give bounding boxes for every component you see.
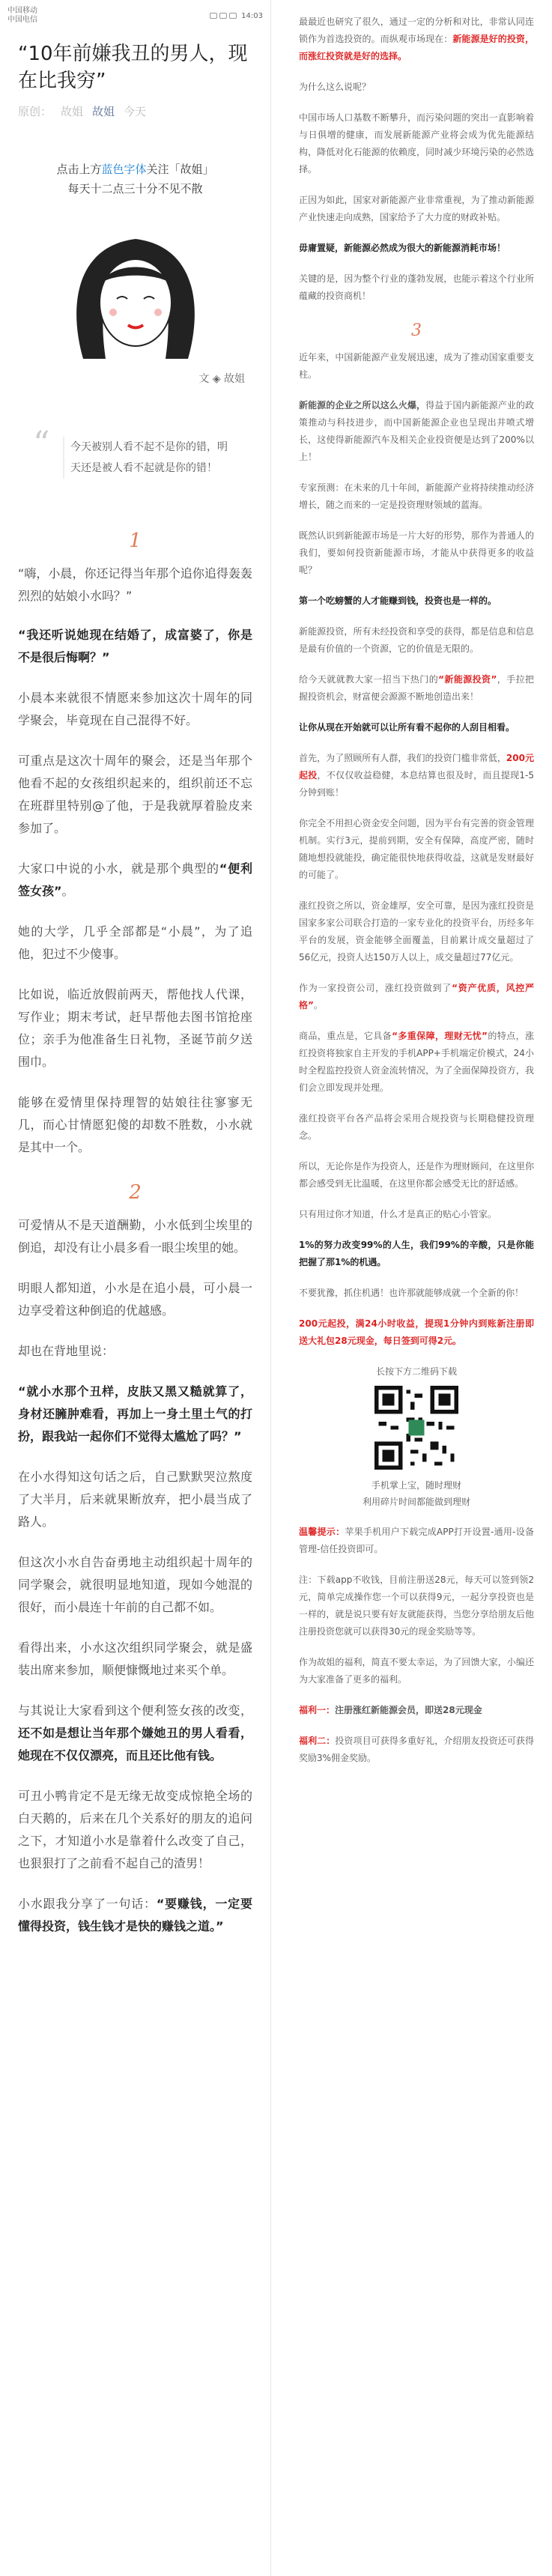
- article-column-right: [281, 0, 552, 2576]
- battery-icon: [229, 13, 237, 19]
- note: 注：下载app不收钱，目前注册送28元，每天可以签到领2元，简单完成操作您一个可以获得9元，一起分享投资也是一样的，就是说只要有好友就能获得，当您分享给朋友后他注册投资您就可以获得30元的现金奖励等等。: [299, 1575, 534, 1637]
- paragraph: 中国市场人口基数不断攀升，而污染问题的突出一直影响着与日俱增的健康，而发展新能源产业将会成为优先能源结构，降低对化石能源的依赖度，同时减少环境污染的必然选择。: [299, 112, 534, 175]
- paragraph: 她的大学，几乎全部都是“小晨”，为了追他，犯过不少傻事。: [18, 924, 252, 961]
- qr-caption-top: 长按下方二维码下载: [375, 1366, 457, 1377]
- wifi-icon: [219, 13, 227, 19]
- tips: 温馨提示：苹果手机用户下载完成APP打开设置-通用-设备管理-信任投资即可。: [299, 1527, 534, 1554]
- section-number-2: 2: [129, 1181, 142, 1204]
- paragraph: 新能源投资，所有未经投资和享受的获得，都是信息和信息是最有价值的一个资源，它的价值是无限的。: [299, 626, 534, 654]
- paragraph: 1%的努力改变99%的人生，我们99%的辛酸，只是你能把握了那1%的机遇。: [299, 1240, 534, 1267]
- status-time: 14:03: [241, 11, 263, 20]
- byline: 文 ◈ 故姐: [198, 373, 245, 385]
- note: 作为故姐的福利，简直不要太幸运，为了回馈大家，小编还为大家准备了更多的福利。: [299, 1657, 534, 1685]
- paragraph: 大家口中说的小水，就是那个典型的“便利签女孩”。: [18, 861, 252, 898]
- status-bar: [0, 0, 270, 31]
- paragraph: 为什么这么说呢？: [299, 82, 371, 92]
- status-icons: [210, 13, 237, 19]
- paragraph: 在小水得知这句话之后，自己默默哭泣熬度了大半月，后来就果断放弃，把小晨当成了路人。: [18, 1470, 252, 1529]
- paragraph: 新能源的企业之所以这么火爆，得益于国内新能源产业的政策推动与科技进步，而中国新能源企业也呈现出井喷式增长，这使得新能源汽车及相关企业投资便是达到了200%以上！: [299, 400, 534, 462]
- paragraph: 作为一家投资公司，涨红投资做到了“资产优质，风控严格”。: [299, 983, 534, 1010]
- blue-font-link[interactable]: 蓝色字体: [101, 163, 147, 176]
- paragraph: 你完全不用担心资金安全问题，因为平台有完善的资金管理机制。实行3元，提前到期，安全有保障，高度严密，随时随地想投就能投，确定能很快地获得收益，这就是发财最好的可能了。: [299, 818, 534, 880]
- paragraph: “嗨，小晨，你还记得当年那个追你追得轰轰烈烈的姑娘小水吗？”: [18, 566, 252, 603]
- intro-block: [0, 160, 270, 198]
- quote-mark-icon: “: [33, 425, 50, 463]
- paragraph: 最最近也研究了很久，通过一定的分析和对比，非常认同连锁作为首选投资的。而纵观市场现在：新能源是好的投资，而涨红投资就是好的选择。: [299, 16, 534, 61]
- paragraph: 正因为如此，国家对新能源产业非常重视，为了推动新能源产业快速走向成熟，国家给予了大力度的财政补贴。: [299, 195, 534, 222]
- paragraph: 第一个吃螃蟹的人才能赚到钱，投资也是一样的。: [299, 595, 497, 606]
- paragraph: 可爱情从不是天道酬勤，小水低到尘埃里的倒追，却没有让小晨多看一眼尘埃里的她。: [18, 1218, 252, 1255]
- author-avatar-illustration: [53, 216, 218, 366]
- quote-text: 今天被别人看不起不是你的错，明天还是被人看不起就是你的错！: [70, 441, 228, 474]
- paragraph: 不要犹豫，抓住机遇！也许那就能够成就一个全新的你！: [299, 1288, 524, 1298]
- paragraph: 200元起投，满24小时收益，提现1分钟内到账新注册即送大礼包28元现金，每日签到可得2元。: [299, 1318, 534, 1346]
- article-column-left: [0, 0, 271, 2576]
- article-title: “10年前嫌我丑的男人，现在比我穷”: [18, 43, 248, 92]
- signal-icon: [210, 13, 217, 19]
- paragraph: 看得出来，小水这次组织同学聚会，就是盛装出席来参加，顺便慷慨地过来买个单。: [18, 1640, 252, 1677]
- welfare-1: 福利一：注册涨红新能源会员，即送28元现金: [299, 1705, 482, 1715]
- paragraph: 只有用过你才知道，什么才是真正的贴心小管家。: [299, 1209, 497, 1219]
- paragraph: 专家预测：在未来的几十年间，新能源产业将持续推动经济增长，随之而来的一定是投资理财领域的蓝海。: [299, 482, 534, 510]
- qr-caption-line-1: 手机掌上宝，随时理财: [371, 1480, 461, 1491]
- author-name: 故姐: [61, 105, 84, 118]
- carrier-info: [7, 7, 37, 25]
- welfare-2: 福利二：投资项目可获得多重好礼，介绍朋友投资还可获得奖励3%佣金奖励。: [299, 1736, 534, 1763]
- original-tag: 原创：: [18, 105, 52, 118]
- paragraph: 所以，无论你是作为投资人，还是作为理财顾问，在这里你都会感受到无比温暖，在这里你都会感受无比的舒适感。: [299, 1161, 534, 1189]
- account-link[interactable]: 故姐: [92, 105, 115, 118]
- paragraph: 涨红投资平台各产品将会采用合规投资与长期稳健投资理念。: [299, 1113, 534, 1141]
- publish-date: 今天: [124, 105, 147, 118]
- paragraph: 既然认识到新能源市场是一片大好的形势，那作为普通人的我们，要如何投资新能源市场，才能从中获得更多的收益呢？: [299, 530, 534, 575]
- section-number-1: 1: [129, 530, 142, 552]
- intro-line-1: 点击上方蓝色字体关注「故姐」: [56, 163, 214, 176]
- paragraph: 但这次小水自告奋勇地主动组织起十周年的同学聚会，就很明显地知道，现如今她混的很好，而小晨连十年前的自己都不如。: [18, 1555, 252, 1614]
- intro-line-2: 每天十二点三十分不见不散: [67, 182, 203, 196]
- paragraph: 小水跟我分享了一句话：“要赚钱，一定要懂得投资，钱生钱才是快的赚钱之道。”: [18, 1897, 252, 1933]
- section-number-3: 3: [411, 321, 422, 340]
- paragraph: 却也在背地里说：: [18, 1344, 115, 1358]
- paragraph: 明眼人都知道，小水是在追小晨，可小晨一边享受着这种倒追的优越感。: [18, 1281, 252, 1318]
- qr-code[interactable]: [374, 1386, 458, 1470]
- paragraph: 让你从现在开始就可以让所有看不起你的人刮目相看。: [299, 722, 515, 733]
- paragraph: 给今天就就教大家一招当下热门的“新能源投资”，手拉把握投资机会，财富便会源源不断地创造出来！: [299, 674, 534, 702]
- paragraph: 比如说，临近放假前两天，帮他找人代课，写作业；期末考试，赶早帮他去图书馆抢座位；亲手为他准备生日礼物，圣诞节前夕送围巾。: [18, 987, 252, 1069]
- paragraph: 能够在爱情里保持理智的姑娘往往寥寥无几，而心甘情愿犯傻的却数不胜数，小水就是其中一个。: [18, 1095, 252, 1154]
- paragraph: 毋庸置疑，新能源必然成为很大的新能源消耗市场！: [299, 243, 506, 253]
- paragraph: 关键的是，因为整个行业的蓬勃发展，也能示着这个行业所蕴藏的投资商机！: [299, 273, 534, 301]
- article-meta: [18, 103, 252, 119]
- carrier-1: 中国移动: [7, 7, 37, 15]
- pull-quote: [18, 414, 252, 497]
- paragraph: “我还听说她现在结婚了，成富婆了，你是不是很后悔啊？”: [18, 628, 252, 664]
- paragraph: 可丑小鸭肯定不是无缘无故变成惊艳全场的白天鹅的，后来在几个关系好的朋友的追问之下，才知道小水是靠着什么改变了自己，也狠狠打了之前看不起自己的渣男！: [18, 1789, 252, 1870]
- paragraph: 近年来，中国新能源产业发展迅速，成为了推动国家重要支柱。: [299, 352, 534, 380]
- paragraph: 商品，重点是，它具备“多重保障，理财无忧”的特点，涨红投资将独家自主开发的手机APP+手机端定价模式，24小时全程监控投资人资金流转情况，为了全面保障投资方，我们会立即发现并处理。: [299, 1031, 534, 1093]
- carrier-2: 中国电信: [7, 16, 37, 24]
- paragraph: 与其说让大家看到这个便利签女孩的改变，还不如是想让当年那个嫌她丑的男人看看，她现在不仅仅漂亮，而且还比他有钱。: [18, 1703, 252, 1763]
- qr-caption-line-2: 利用碎片时间都能做到理财: [362, 1497, 470, 1507]
- paragraph: 首先，为了照顾所有人群，我们的投资门槛非常低，200元起投，不仅仅收益稳健，本息结算也很及时，而且提现1-5分钟到账！: [299, 753, 534, 798]
- paragraph: “就小水那个丑样，皮肤又黑又糙就算了，身材还臃肿难看，再加上一身土里土气的打扮，跟我站一起你们不觉得太尴尬了吗？”: [18, 1384, 252, 1443]
- paragraph: 小晨本来就很不情愿来参加这次十周年的同学聚会，毕竟现在自己混得不好。: [18, 691, 252, 727]
- paragraph: 可重点是这次十周年的聚会，还是当年那个他看不起的女孩组织起来的，组织前还不忘在班群里特别@了他，于是我就厚着脸皮来参加了。: [18, 754, 252, 835]
- paragraph: 涨红投资之所以，资金雄厚，安全可靠，是因为涨红投资是国家多家公司联合打造的一家专业化的投资平台，历经多年平台的发展，资金能够全面覆盖，目前累计成交量超过了56亿元，投资人达150万人以上，成交量超过77亿元。: [299, 900, 534, 963]
